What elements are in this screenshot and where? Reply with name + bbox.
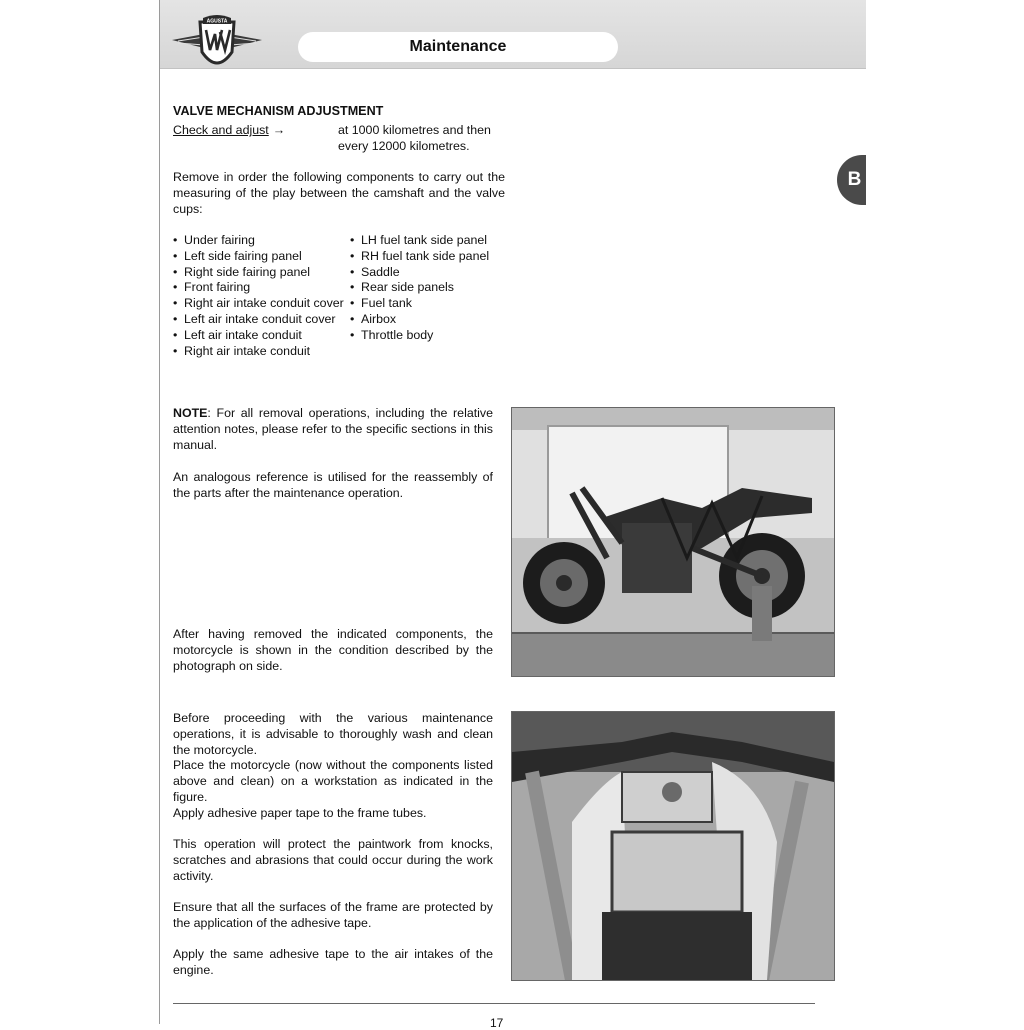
- frame-taped-photo: [511, 711, 835, 981]
- list-item: • Right air intake conduit: [173, 344, 344, 360]
- list-item: • Right side fairing panel: [173, 265, 344, 281]
- list-item: • Airbox: [350, 312, 489, 328]
- list-item: • Rear side panels: [350, 280, 489, 296]
- section-tab: B: [837, 155, 866, 205]
- wash-paragraph: Before proceeding with the various maintenance operations, it is advisable to thoroughly wash and clean the motorcycle.: [173, 711, 493, 757]
- page-number: 17: [490, 1016, 504, 1030]
- intro-paragraph: Remove in order the following components to carry out the measuring of the play between the camshaft and the valve cups:: [173, 170, 505, 216]
- list-item: • Right air intake conduit cover: [173, 296, 344, 312]
- note-text: : For all removal operations, including the relative attention notes, please refer to the specific sections in this manual.: [173, 406, 493, 452]
- note-paragraph: [173, 406, 493, 453]
- list-item: • Under fairing: [173, 233, 344, 249]
- list-item: • Saddle: [350, 265, 489, 281]
- components-list-left: [173, 233, 344, 359]
- workstation-paragraph: Place the motorcycle (now without the components listed above and clean) on a workstation as indicated in the figure.: [173, 758, 493, 804]
- page-header: [160, 0, 866, 69]
- list-item: • Left air intake conduit cover: [173, 312, 344, 328]
- section-heading: VALVE MECHANISM ADJUSTMENT: [173, 104, 384, 118]
- protect-paragraph: This operation will protect the paintwork from knocks, scratches and abrasions that could occur during the work activity.: [173, 837, 493, 883]
- footer-rule: [173, 1003, 815, 1004]
- note-label: NOTE: [173, 406, 208, 420]
- check-adjust-label: [173, 123, 285, 139]
- ensure-paragraph: Ensure that all the surfaces of the frame are protected by the application of the adhesive tape.: [173, 900, 493, 930]
- reassembly-paragraph: An analogous reference is utilised for the reassembly of the parts after the maintenance operation.: [173, 470, 493, 500]
- manual-page: [159, 0, 866, 1030]
- list-item: • Front fairing: [173, 280, 344, 296]
- check-adjust-text: Check and adjust: [173, 123, 269, 137]
- after-removal-paragraph: After having removed the indicated components, the motorcycle is shown in the condition described by the photograph on side.: [173, 627, 493, 673]
- tape-paragraph: Apply adhesive paper tape to the frame tubes.: [173, 806, 427, 820]
- logo-lettering: AGUSTA: [206, 18, 228, 25]
- check-adjust-interval: at 1000 kilometres and then every 12000 kilometres.: [338, 123, 491, 153]
- mv-agusta-logo: [170, 10, 264, 76]
- list-item: • Left air intake conduit: [173, 328, 344, 344]
- intakes-paragraph: Apply the same adhesive tape to the air intakes of the engine.: [173, 947, 493, 977]
- components-list-right: [350, 233, 489, 344]
- list-item: • RH fuel tank side panel: [350, 249, 489, 265]
- list-item: • LH fuel tank side panel: [350, 233, 489, 249]
- list-item: • Throttle body: [350, 328, 489, 344]
- motorcycle-side-photo: [511, 407, 835, 677]
- list-item: • Fuel tank: [350, 296, 489, 312]
- page-title: Maintenance: [298, 32, 618, 62]
- list-item: • Left side fairing panel: [173, 249, 344, 265]
- arrow-right-icon: →: [272, 123, 286, 137]
